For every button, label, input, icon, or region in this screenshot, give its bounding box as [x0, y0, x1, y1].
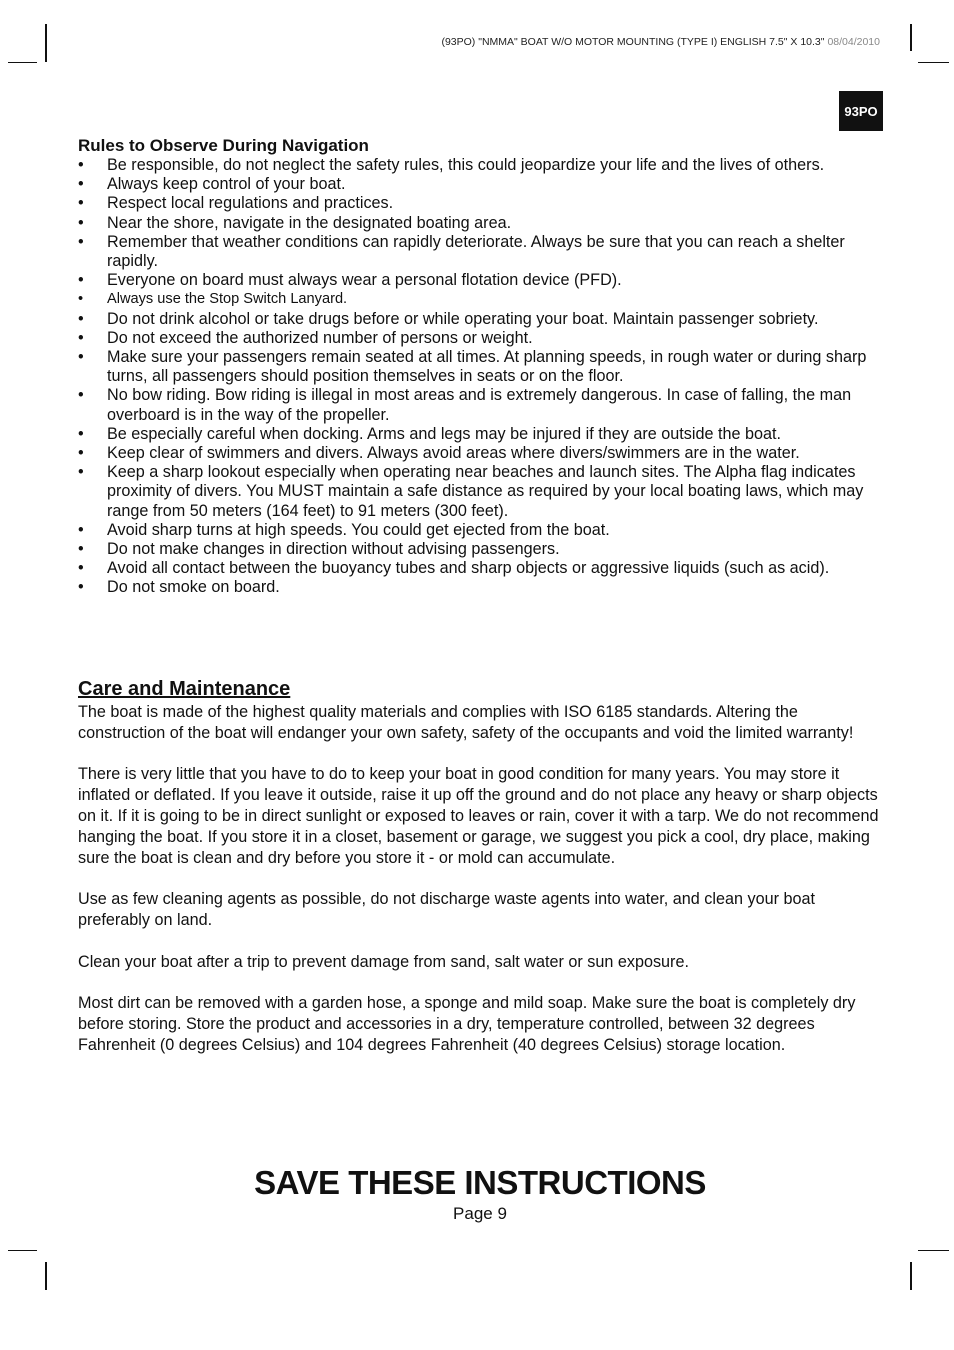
crop-mark-top-right-horizontal — [918, 62, 949, 63]
navigation-rules-heading: Rules to Observe During Navigation — [78, 136, 369, 155]
care-maintenance-body — [78, 702, 886, 1076]
page-number: Page 9 — [453, 1204, 507, 1223]
rule-item: • Avoid all contact between the buoyancy tubes and sharp objects or aggressive liquids (such as acid). — [78, 559, 878, 578]
care-paragraph: Most dirt can be removed with a garden hose, a sponge and mild soap. Make sure the boat is completely dry before storing. Store the product and accessories in a dry, temperature controlled, between 32 degrees Fahrenheit (0 degrees Celsius) and 104 degrees Fahrenheit (40 degrees Celsius) storage location. — [78, 994, 856, 1054]
rule-item: • Do not drink alcohol or take drugs before or while operating your boat. Maintain passenger sobriety. — [78, 310, 878, 329]
rule-item: • Do not exceed the authorized number of persons or weight. — [78, 329, 878, 348]
rule-item: • Keep clear of swimmers and divers. Always avoid areas where divers/swimmers are in the water. — [78, 444, 878, 463]
crop-mark-bottom-left-horizontal — [8, 1250, 37, 1251]
rule-item: • Remember that weather conditions can rapidly deteriorate. Always be sure that you can reach a shelter rapidly. — [78, 233, 878, 271]
care-paragraph: The boat is made of the highest quality materials and complies with ISO 6185 standards. Altering the construction of the boat will endanger your own safety, safety of the occupants and void the limited warranty! — [78, 703, 854, 742]
document-code: (93PO) "NMMA" BOAT W/O MOTOR MOUNTING (TYPE I) ENGLISH 7.5" X 10.3" — [441, 36, 825, 48]
crop-mark-top-right-vertical — [910, 24, 912, 51]
rule-item: • Make sure your passengers remain seated at all times. At planning speeds, in rough water or during sharp turns, all passengers should position themselves in seats or on the floor. — [78, 348, 878, 386]
print-date: 08/04/2010 — [827, 36, 880, 48]
section-tab-badge: 93PO — [839, 91, 883, 131]
crop-mark-bottom-left-vertical — [45, 1262, 47, 1290]
print-header — [0, 36, 880, 48]
crop-mark-top-left-horizontal — [8, 62, 37, 63]
rule-item: • Do not smoke on board. — [78, 578, 878, 597]
rule-item: • Be responsible, do not neglect the safety rules, this could jeopardize your life and the lives of others. — [78, 156, 878, 175]
rule-item: • Always keep control of your boat. — [78, 175, 878, 194]
rule-item: • Always use the Stop Switch Lanyard. — [78, 290, 878, 309]
crop-mark-bottom-right-vertical — [910, 1262, 912, 1290]
care-paragraph: There is very little that you have to do to keep your boat in good condition for many years. You may store it inflated or deflated. If you leave it outside, raise it up off the ground and do not place any heavy or sharp objects on it. If it is going to be in direct sunlight or exposed to leaves or rain, cover it with a tarp. We do not recommend hanging the boat. If you store it in a closet, basement or garage, we suggest you pick a cool, dry place, making sure the boat is clean and dry before you store it - or mold can accumulate. — [78, 765, 879, 867]
rule-item: • Be especially careful when docking. Arms and legs may be injured if they are outside the boat. — [78, 425, 878, 444]
care-paragraph: Clean your boat after a trip to prevent damage from sand, salt water or sun exposure. — [78, 952, 689, 971]
care-maintenance-heading: Care and Maintenance — [78, 678, 291, 700]
rule-item: • Everyone on board must always wear a personal flotation device (PFD). — [78, 271, 878, 290]
crop-mark-bottom-right-horizontal — [918, 1250, 949, 1251]
rule-item: • No bow riding. Bow riding is illegal in most areas and is extremely dangerous. In case of falling, the man overboard is in the way of the propeller. — [78, 386, 878, 424]
rule-item: • Do not make changes in direction without advising passengers. — [78, 540, 878, 559]
care-paragraph: Use as few cleaning agents as possible, do not discharge waste agents into water, and clean your boat preferably on land. — [78, 890, 815, 929]
rule-item: • Respect local regulations and practices. — [78, 194, 878, 213]
save-instructions-title: SAVE THESE INSTRUCTIONS — [254, 1164, 706, 1201]
rule-item: • Near the shore, navigate in the designated boating area. — [78, 214, 878, 233]
rule-item: • Avoid sharp turns at high speeds. You could get ejected from the boat. — [78, 521, 878, 540]
navigation-rules-list — [78, 156, 878, 598]
rule-item: • Keep a sharp lookout especially when operating near beaches and launch sites. The Alpha flag indicates proximity of divers. You MUST maintain a safe distance as required by your local boating laws, which may range from 50 meters (164 feet) to 91 meters (300 feet). — [78, 463, 878, 521]
